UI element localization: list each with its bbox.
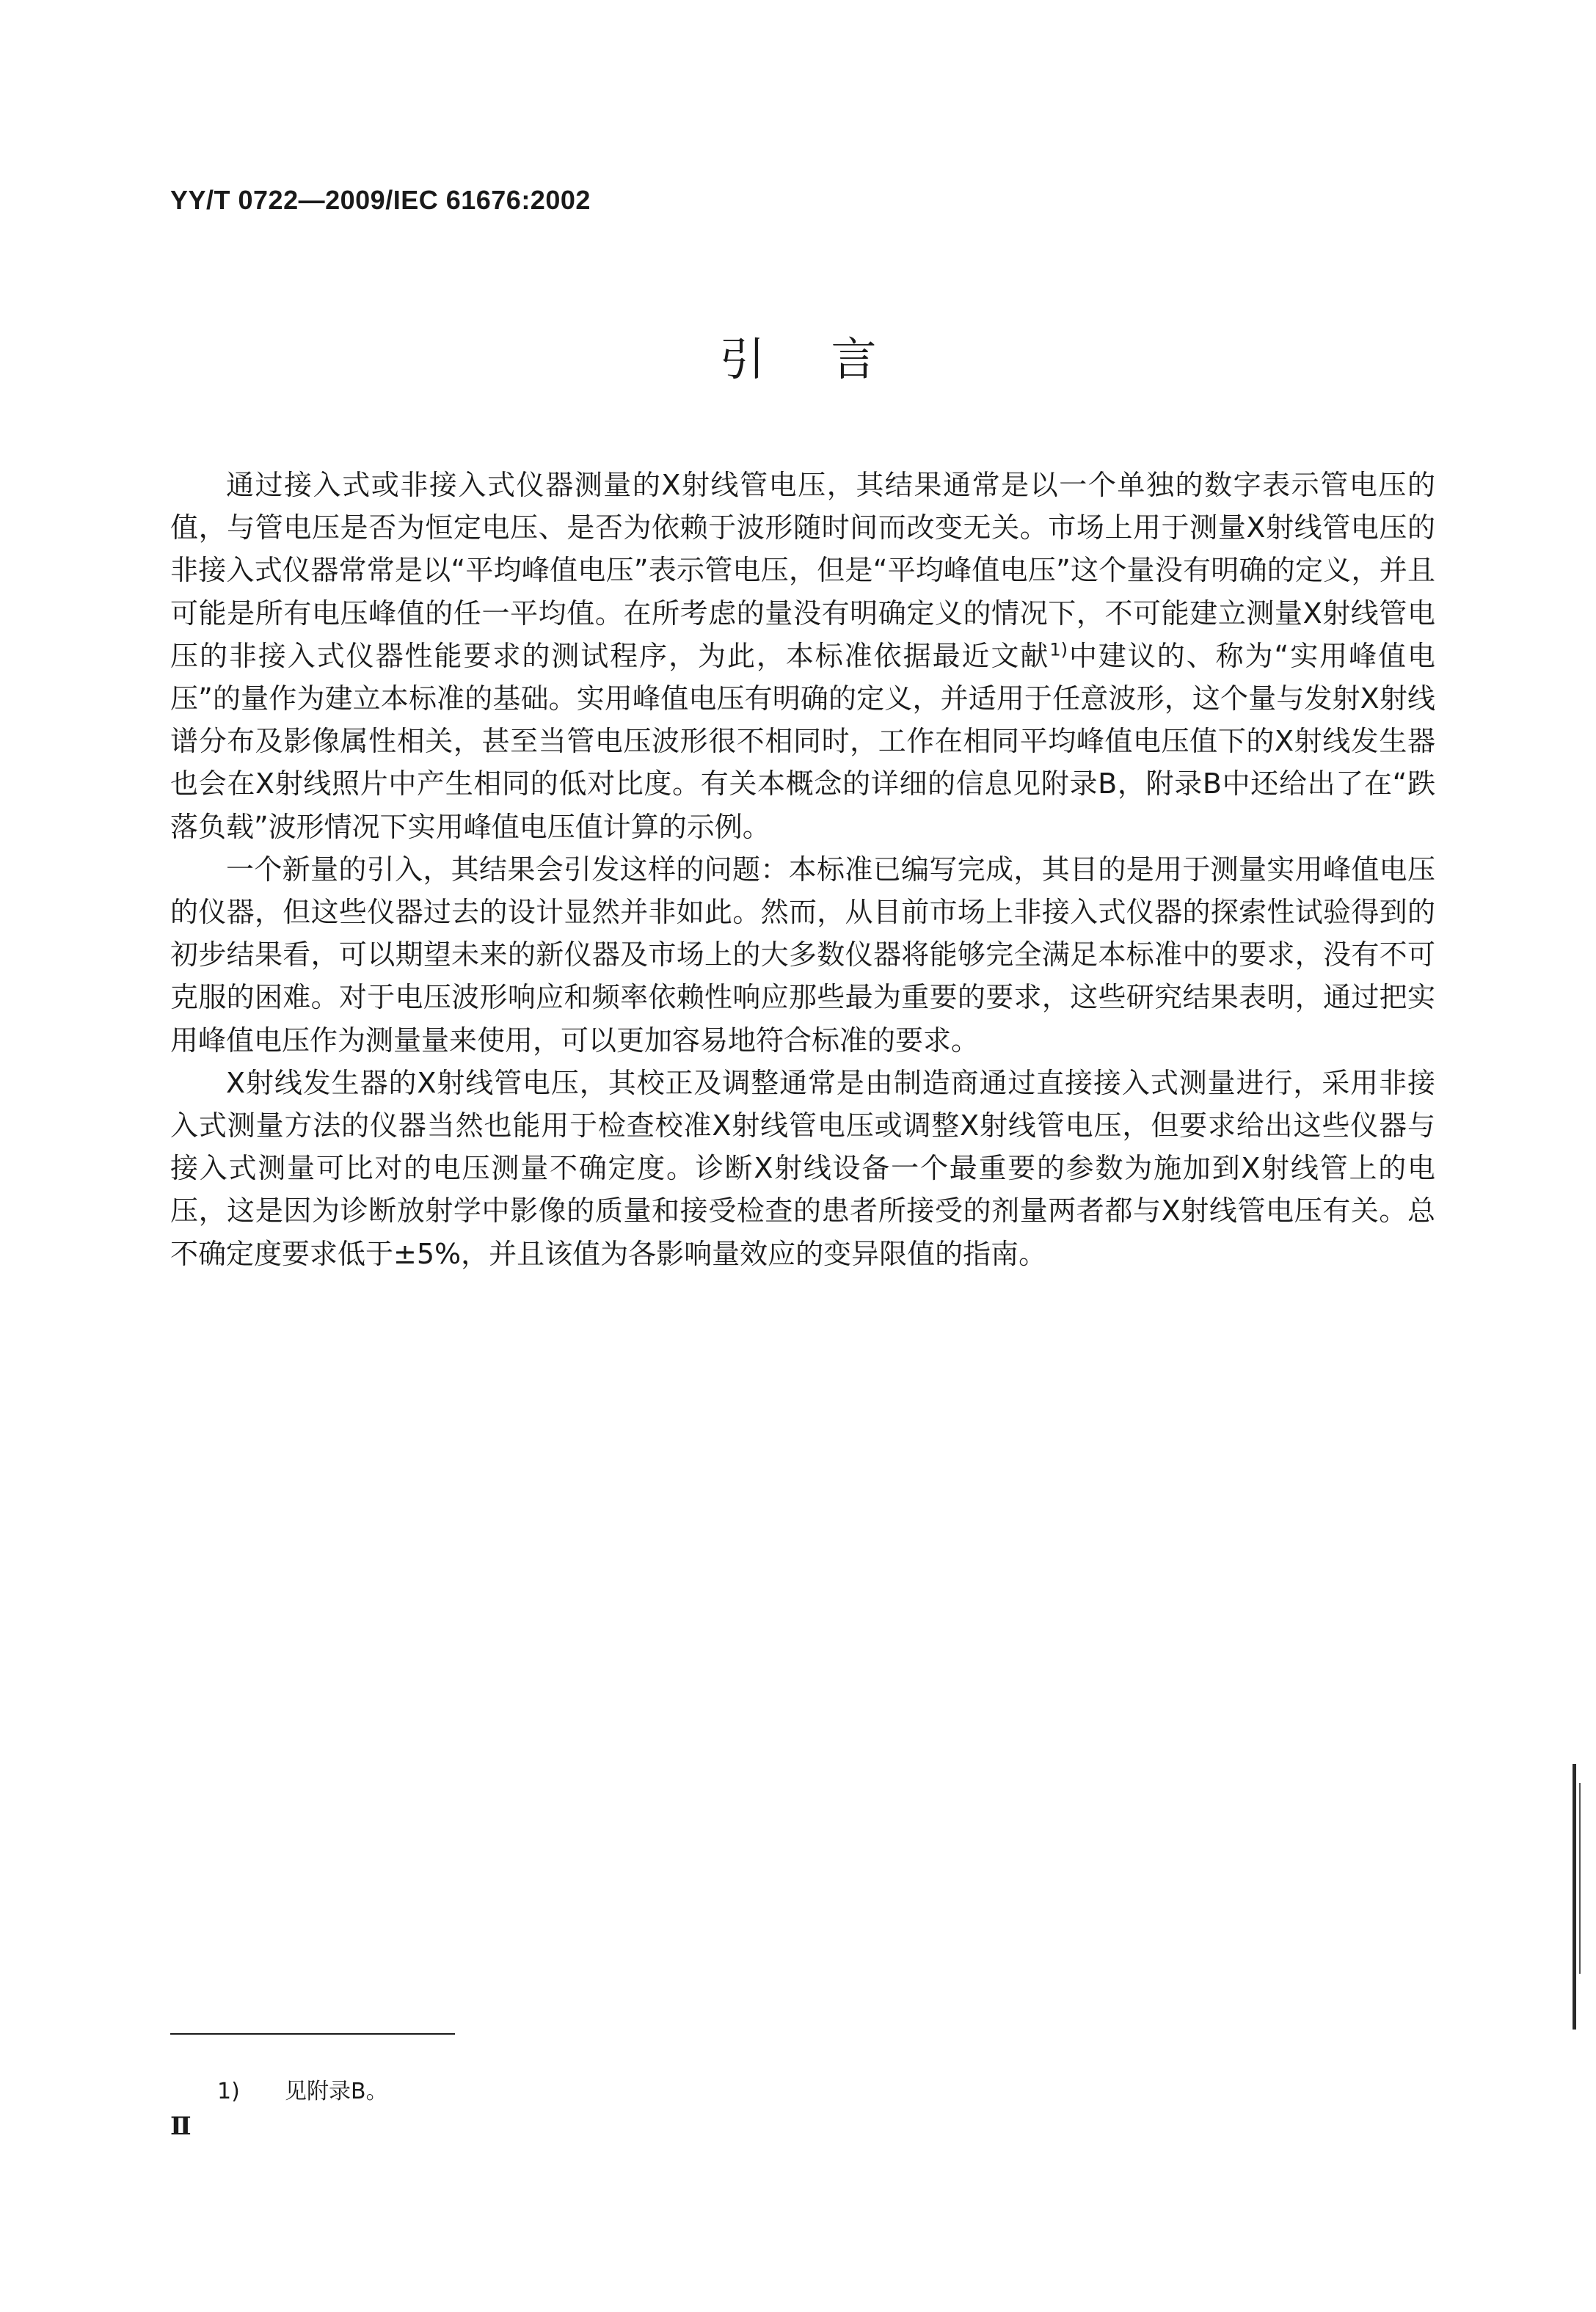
scan-edge-mark — [1573, 1764, 1576, 2030]
paragraph-1-text-before: 通过接入式或非接入式仪器测量的X射线管电压，其结果通常是以一个单独的数字表示管电压的值，与管电压是否为恒定电压、是否为依赖于波形随时间而改变无关。市场上用于测量X射线管电压的非接入式仪器常常是以“平均峰值电压”表示管电压，但是“平均峰值电压”这个量没有明确的定义，并且可能是所有电压峰值的任一平均值。在所考虑的量没有明确定义的情况下，不可能建立测量X射线管电压的非接入式仪器性能要求的测试程序，为此，本标准依据最近文献 — [170, 469, 1435, 672]
scan-edge-mark-secondary — [1579, 1783, 1581, 1974]
page-number: Ⅱ — [170, 2112, 192, 2141]
body-text — [170, 464, 1435, 1275]
standard-header: YY/T 0722—2009/IEC 61676:2002 — [170, 185, 591, 215]
page-title: 引言 — [719, 332, 943, 386]
paragraph-3: X射线发生器的X射线管电压，其校正及调整通常是由制造商通过直接接入式测量进行，采用非接入式测量方法的仪器当然也能用于检查校准X射线管电压或调整X射线管电压，但要求给出这些仪器与接入式测量可比对的电压测量不确定度。诊断X射线设备一个最重要的参数为施加到X射线管上的电压，这是因为诊断放射学中影像的质量和接受检查的患者所接受的剂量两者都与X射线管电压有关。总不确定度要求低于±5%，并且该值为各影响量效应的变异限值的指南。 — [170, 1066, 1435, 1270]
paragraph-1 — [170, 464, 1435, 848]
footnote-label: 1) — [217, 2079, 240, 2104]
footnote-reference: 1) — [1049, 639, 1068, 660]
footnote — [217, 2073, 388, 2105]
paragraph-1-text-after: 中建议的、称为“实用峰值电压”的量作为建立本标准的基础。实用峰值电压有明确的定义，并适用于任意波形，这个量与发射X射线谱分布及影像属性相关，甚至当管电压波形很不相同时，工作在相同平均峰值电压值下的X射线发生器也会在X射线照片中产生相同的低对比度。有关本概念的详细的信息见附录B，附录B中还给出了在“跌落负载”波形情况下实用峰值电压值计算的示例。 — [170, 639, 1435, 843]
footnote-text: 见附录B。 — [285, 2079, 388, 2104]
paragraph-2: 一个新量的引入，其结果会引发这样的问题：本标准已编写完成，其目的是用于测量实用峰值电压的仪器，但这些仪器过去的设计显然并非如此。然而，从目前市场上非接入式仪器的探索性试验得到的初步结果看，可以期望未来的新仪器及市场上的大多数仪器将能够完全满足本标准中的要求，没有不可克服的困难。对于电压波形响应和频率依赖性响应那些最为重要的要求，这些研究结果表明，通过把实用峰值电压作为测量量来使用，可以更加容易地符合标准的要求。 — [170, 853, 1435, 1057]
footnote-divider — [170, 2033, 455, 2035]
